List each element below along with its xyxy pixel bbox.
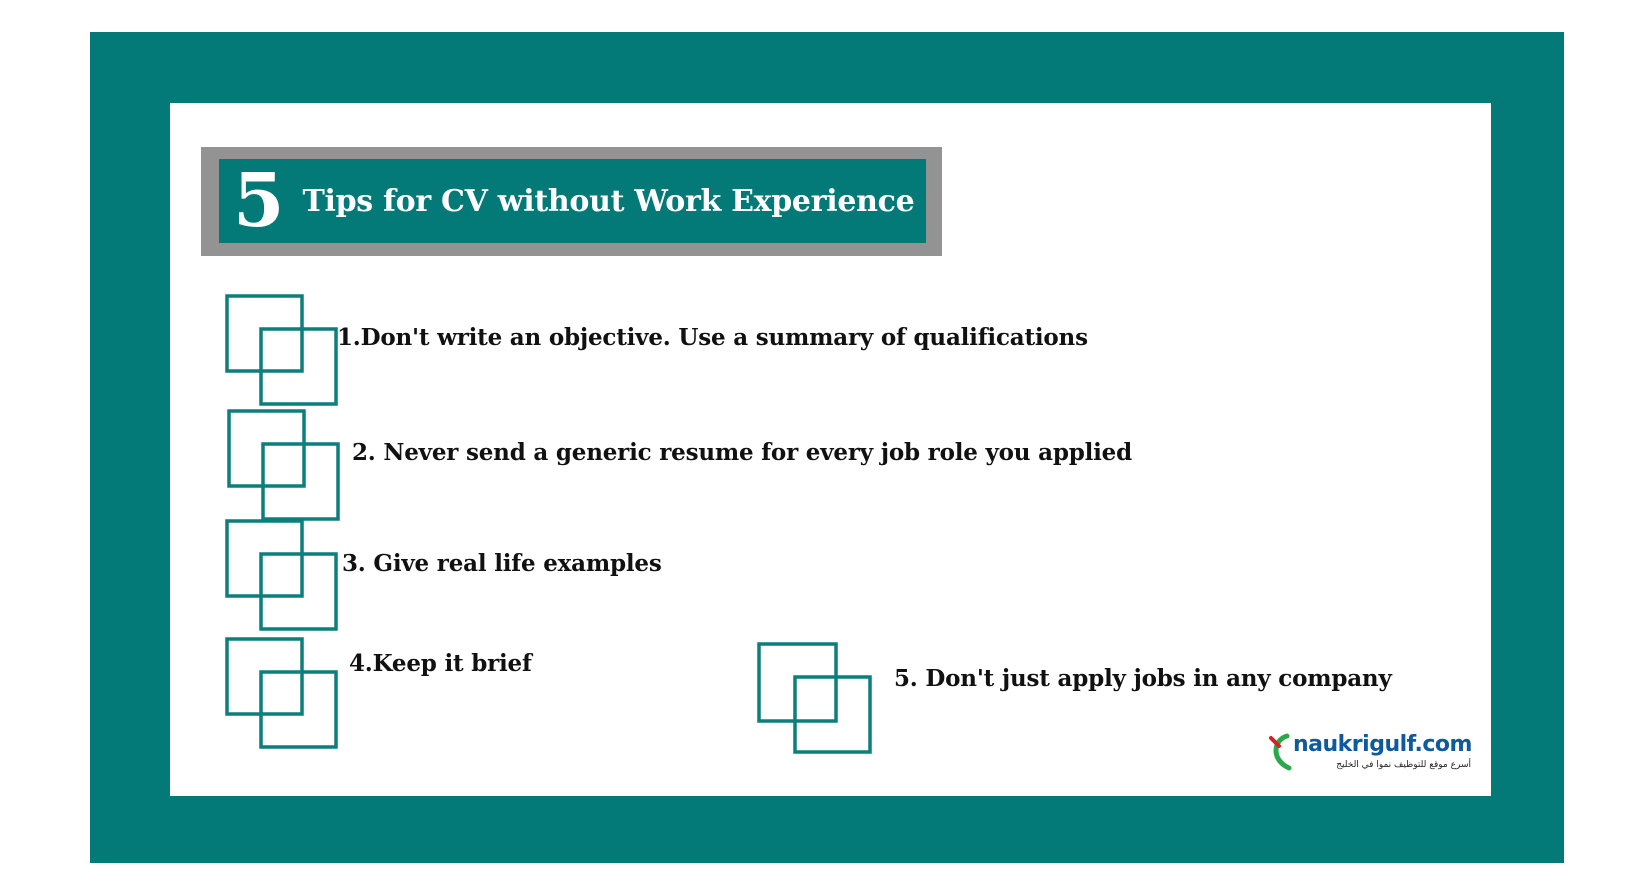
overlapping-squares-icon bbox=[757, 642, 872, 754]
tip-2: 2. Never send a generic resume for every job role you applied bbox=[352, 439, 1132, 466]
title-banner-inner bbox=[219, 159, 926, 243]
overlapping-squares-icon bbox=[225, 637, 340, 749]
overlapping-squares-icon bbox=[227, 409, 342, 521]
title-number: 5 bbox=[233, 158, 285, 244]
naukrigulf-logo[interactable] bbox=[1265, 730, 1475, 778]
naukrigulf-logo-icon bbox=[1265, 732, 1295, 772]
logo-tagline: أسرع موقع للتوظيف نموا في الخليج bbox=[1336, 760, 1471, 770]
logo-name: naukrigulf.com bbox=[1293, 732, 1472, 757]
tip-5: 5. Don't just apply jobs in any company bbox=[894, 665, 1392, 692]
tip-4: 4.Keep it brief bbox=[349, 650, 532, 677]
overlapping-squares-icon bbox=[225, 519, 340, 631]
title-text: Tips for CV without Work Experience bbox=[302, 183, 915, 219]
overlapping-squares-icon bbox=[225, 294, 340, 406]
tip-1: 1.Don't write an objective. Use a summary of qualifications bbox=[337, 324, 1088, 351]
tip-3: 3. Give real life examples bbox=[342, 550, 662, 577]
